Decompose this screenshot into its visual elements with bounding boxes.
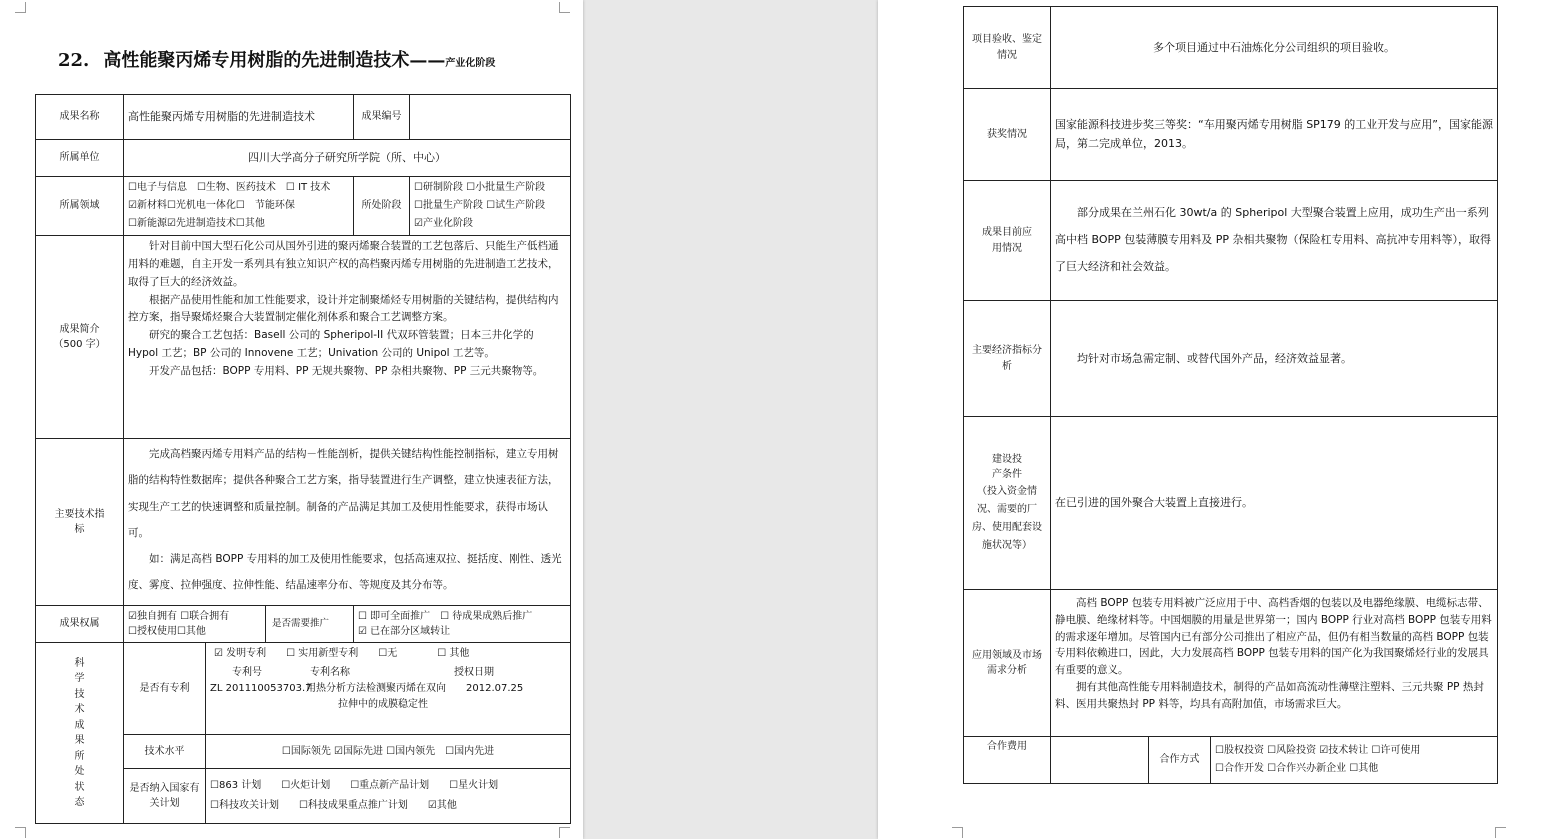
intro-paragraph: 开发产品包括：BOPP 专用料、PP 无规共聚物、PP 杂相共聚物、PP 三元共聚物等。: [149, 364, 544, 377]
patent-name: 用热分析方法检测聚丙烯在双向: [306, 682, 446, 694]
stage-option-line: ☐批量生产阶段 ☐试生产阶段: [414, 200, 546, 211]
rights-option-line: ☑独自拥有 ☐联合拥有: [128, 610, 230, 622]
title-main: 高性能聚丙烯专用树脂的先进制造技术——: [103, 50, 446, 71]
patent-label: 是否有专利: [124, 643, 206, 735]
patent-head-date: 授权日期: [454, 666, 494, 678]
tech-paragraph: 如：满足高档 BOPP 专用料的加工及使用性能要求，包括高速双拉、挺括度、刚性、透光度、雾度、拉伸强度、拉伸性能、结晶速率分布、等规度及其分布等。: [128, 553, 562, 592]
build-label-cell: [964, 417, 1051, 590]
code-label: 成果编号: [354, 95, 410, 140]
market-paragraph: 高档 BOPP 包装专用料被广泛应用于中、高档香烟的包装以及电器绝缘膜、电缆标志带、静电膜、绝缘材料等。中国烟膜的用量是世界第一；国内 BOPP 行业对高档 BOPP 包装专用料的需求逐年增加。尽管国内已有部分公司推出了相应产品，但仍有相当数量的高档 BOPP 包装专用料依赖进口，因此，大力发展高档 BOPP 包装专用料的国产化为我国聚烯烃行业的发展具有重要的意义。: [1055, 597, 1492, 677]
econ-value: 均针对市场急需定制、或替代国外产品，经济效益显著。: [1077, 351, 1352, 365]
patent-content: [206, 643, 571, 735]
document-page-left: [0, 0, 583, 839]
patent-head-name: 专利名称: [310, 666, 350, 678]
award-value: 国家能源科技进步奖三等奖：“车用聚丙烯专用树脂 SP179 的工业开发与应用”，国家能源局，第二完成单位，2013。: [1051, 89, 1498, 181]
code-value: [410, 95, 571, 140]
apply-label: 成果目前应用情况: [964, 181, 1051, 301]
field-option-line: ☐电子与信息 ☐生物、医药技术 ☐ IT 技术: [128, 182, 331, 193]
patent-row-cont: [210, 696, 566, 712]
intro-content: [124, 236, 571, 439]
accept-value: 多个项目通过中石油炼化分公司组织的项目验收。: [1051, 7, 1498, 89]
corner-mark: [15, 2, 26, 13]
coop-fee-value: [1051, 737, 1149, 784]
patent-head-no: 专利号: [232, 666, 262, 678]
coop-fee-label: 合作费用: [964, 737, 1051, 784]
rights-options: [124, 606, 266, 643]
market-paragraph: 拥有其他高性能专用料制造技术，制得的产品如高流动性薄壁注塑料、三元共聚 PP 热封料、医用共聚热封 PP 料等，均具有高附加值，市场需求巨大。: [1055, 680, 1484, 710]
stage-option-line: ☐研制阶段 ☐小批量生产阶段: [414, 182, 546, 193]
coop-mode-line: ☐股权投资 ☐风险投资 ☑技术转让 ☐许可使用: [1215, 745, 1421, 756]
stage-options: [410, 177, 571, 236]
stage-label: 所处阶段: [354, 177, 410, 236]
status-vertical-label: 科学技术成果所处状态: [36, 643, 124, 824]
achievement-table-continued: [963, 6, 1498, 784]
build-label: 建设投产条件: [992, 453, 1022, 480]
intro-sublabel: （500 字）: [53, 339, 106, 350]
coop-mode-label: 合作方式: [1149, 737, 1211, 784]
intro-paragraph: 研究的聚合工艺包括：Basell 公司的 Spheripol-II 代双环管装置；日本三井化学的 Hypol 工艺；BP 公司的 Innovene 工艺；Univation 公司的 Unipol 工艺等。: [128, 329, 534, 360]
corner-mark: [559, 827, 570, 838]
plan-option-line: ☐863 计划 ☐火炬计划 ☐重点新产品计划 ☐星火计划: [210, 780, 499, 791]
field-option-line: ☐新能源☑先进制造技术☐其他: [128, 218, 265, 229]
title-number: 22.: [58, 50, 90, 71]
intro-label: 成果简介: [59, 323, 100, 335]
econ-value-cell: [1051, 301, 1498, 417]
rights-label: 成果权属: [36, 606, 124, 643]
coop-mode-line: ☐合作开发 ☐合作兴办新企业 ☐其他: [1215, 763, 1379, 774]
accept-label: 项目验收、鉴定情况: [964, 7, 1051, 89]
document-title: [58, 46, 495, 72]
level-label: 技术水平: [124, 735, 206, 769]
field-options: [124, 177, 354, 236]
level-options: ☐国际领先 ☑国际先进 ☐国内领先 ☐国内先进: [206, 735, 571, 769]
stage-option-line: ☑产业化阶段: [414, 218, 473, 229]
achievement-table: [35, 94, 571, 824]
promo-option-line: ☑ 已在部分区域转让: [358, 626, 451, 637]
promo-option-line: ☐ 即可全面推广 ☐ 待成果成熟后推广: [358, 610, 533, 622]
corner-mark: [15, 827, 26, 838]
patent-no: ZL 201110053703.7: [210, 682, 312, 694]
unit-label: 所属单位: [36, 140, 124, 177]
patent-row: [210, 680, 566, 696]
market-content: [1051, 590, 1498, 737]
name-value: 高性能聚丙烯专用树脂的先进制造技术: [124, 95, 354, 140]
name-label: 成果名称: [36, 95, 124, 140]
intro-label-cell: [36, 236, 124, 439]
corner-mark: [1495, 827, 1506, 838]
document-page-right: [878, 0, 1551, 839]
tech-label: 主要技术指标: [36, 439, 124, 606]
patent-name-cont: 拉伸中的成膜稳定性: [338, 698, 428, 710]
market-label: 应用领域及市场需求分析: [964, 590, 1051, 737]
award-label: 获奖情况: [964, 89, 1051, 181]
patent-date: 2012.07.25: [466, 682, 524, 694]
patent-types: ☑ 发明专利 ☐ 实用新型专利 ☐无 ☐ 其他: [214, 648, 470, 659]
plan-label: 是否纳入国家有关计划: [124, 769, 206, 824]
build-sublabel: （投入资金情况、需要的厂房、使用配套设施状况等）: [972, 485, 1042, 551]
title-stage: 产业化阶段: [445, 58, 496, 69]
intro-paragraph: 根据产品使用性能和加工性能要求，设计并定制聚烯烃专用树脂的关键结构，提供结构内控方案，指导聚烯烃聚合大装置制定催化剂体系和聚合工艺调整方案。: [128, 293, 559, 324]
intro-paragraph: 针对目前中国大型石化公司从国外引进的聚丙烯聚合装置的工艺包落后、只能生产低档通用料的难题，自主开发一系列具有独立知识产权的高档聚丙烯专用树脂的先进制造工艺技术，取得了巨大的经济效益。: [128, 240, 559, 288]
field-option-line: ☑新材料☐光机电一体化☐ 节能环保: [128, 200, 295, 211]
promo-label: 是否需要推广: [266, 606, 354, 643]
tech-content: [124, 439, 571, 606]
tech-paragraph: 完成高档聚丙烯专用料产品的结构－性能剖析，提供关键结构性能控制指标，建立专用树脂的结构特性数据库；提供各种聚合工艺方案，指导装置进行生产调整，建立快速表征方法，实现生产工艺的快速调整和质量控制。制备的产品满足其加工及使用性能要求，获得市场认可。: [128, 448, 559, 539]
corner-mark: [559, 2, 570, 13]
build-value: 在已引进的国外聚合大装置上直接进行。: [1051, 417, 1498, 590]
coop-mode-options: [1211, 737, 1498, 784]
apply-value: 部分成果在兰州石化 30wt/a 的 Spheripol 大型聚合装置上应用，成功生产出一系列高中档 BOPP 包装薄膜专用料及 PP 杂相共聚物（保险杠专用料、高抗冲专用料等），取得了巨大经济和社会效益。: [1055, 206, 1492, 273]
promo-options: [354, 606, 571, 643]
plan-options: [206, 769, 571, 824]
patent-header-row: [210, 664, 566, 680]
field-label: 所属领域: [36, 177, 124, 236]
corner-mark: [952, 827, 963, 838]
plan-option-line: ☐科技攻关计划 ☐科技成果重点推广计划 ☑其他: [210, 800, 457, 811]
unit-value: 四川大学高分子研究所学院（所、中心）: [124, 140, 571, 177]
apply-value-cell: [1051, 181, 1498, 301]
econ-label: 主要经济指标分析: [964, 301, 1051, 417]
rights-option-line: ☐授权使用☐其他: [128, 626, 206, 637]
